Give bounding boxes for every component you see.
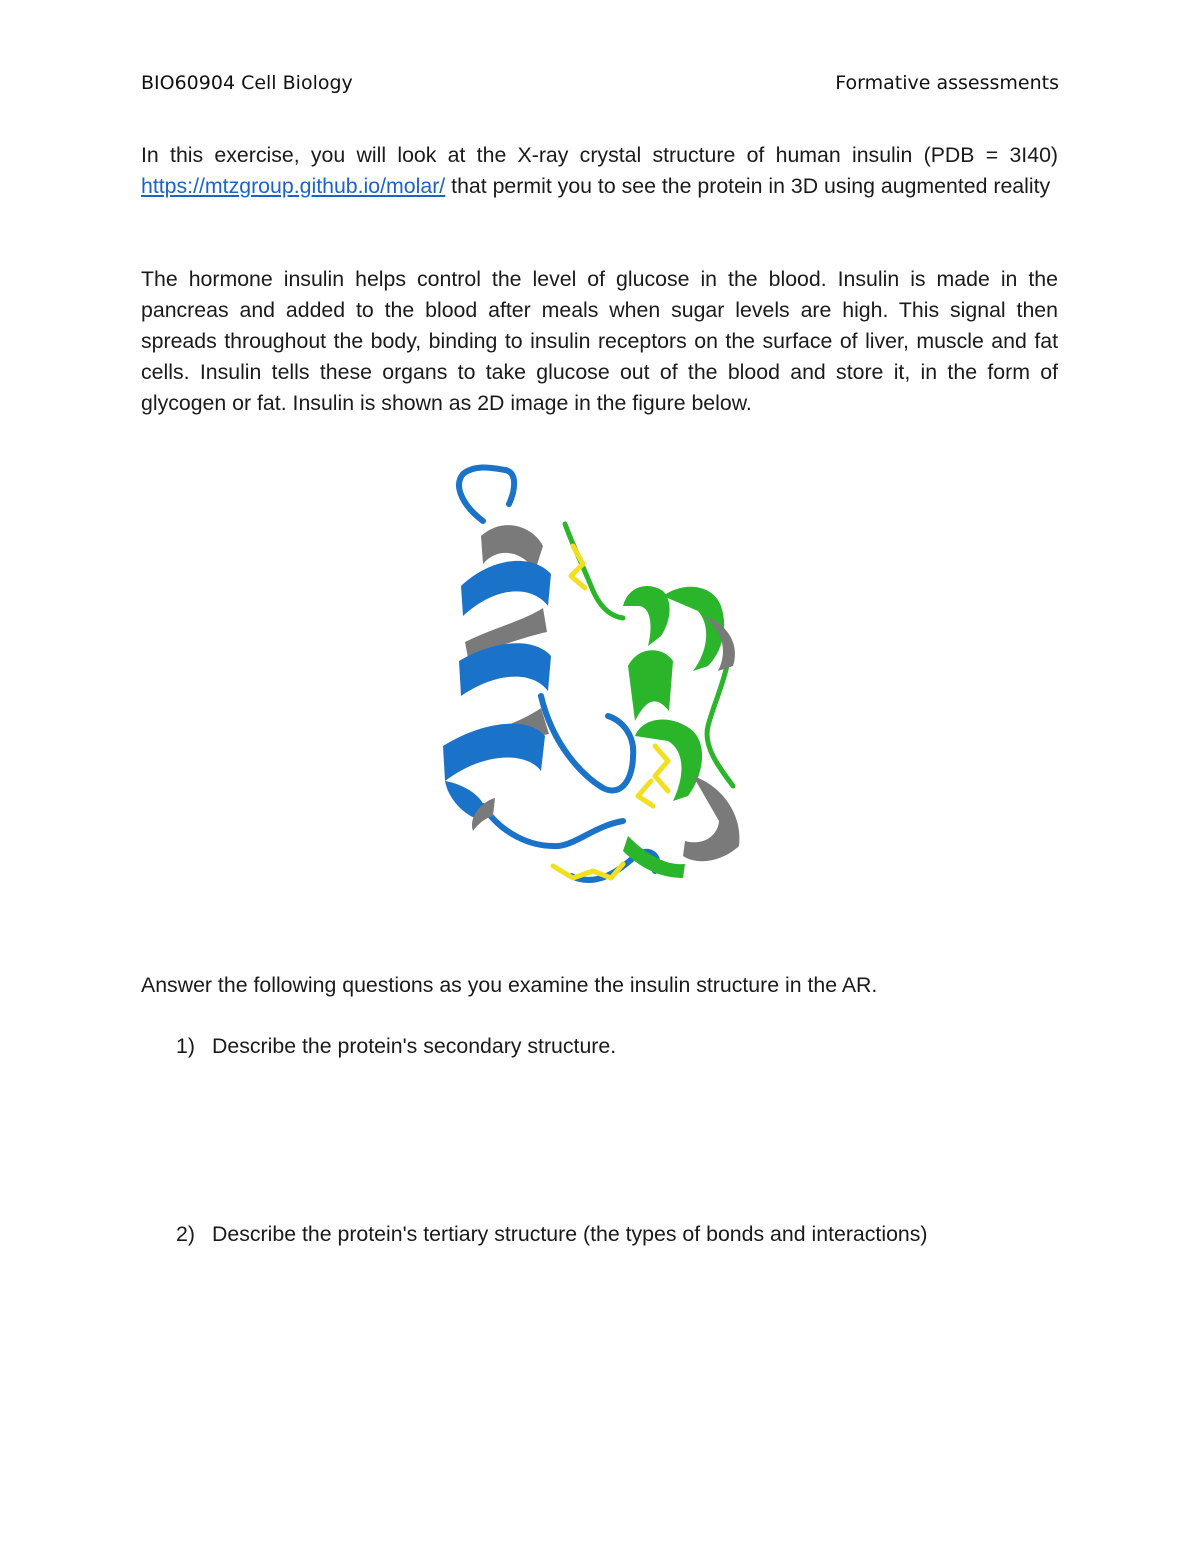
question-1 — [176, 1031, 616, 1062]
insulin-structure-figure — [423, 446, 773, 932]
molar-link[interactable]: https://mtzgroup.github.io/molar/ — [141, 174, 446, 198]
question-2-number: 2) — [176, 1222, 195, 1246]
question-1-number: 1) — [176, 1034, 195, 1058]
instructions-prompt: Answer the following questions as you examine the insulin structure in the AR. — [141, 973, 878, 997]
page-header — [141, 72, 1059, 102]
chain-b-helix — [623, 586, 740, 878]
intro-text-after-link: that permit you to see the protein in 3D using augmented reality — [445, 174, 1051, 198]
section-title: Formative assessments — [835, 72, 1059, 94]
chain-a-helix — [443, 525, 551, 831]
course-title: BIO60904 Cell Biology — [141, 72, 353, 94]
intro-paragraph — [141, 140, 1058, 202]
question-2-text: Describe the protein's tertiary structure (the types of bonds and interactions) — [212, 1222, 928, 1246]
insulin-description-paragraph: The hormone insulin helps control the level of glucose in the blood. Insulin is made in the pancreas and added to the blood after meals when sugar levels are high. This signal then spreads throughout the body, binding to insulin receptors on the surface of liver, muscle and fat cells. Insulin tells these organs to take glucose out of the blood and store it, in the form of glycogen or fat. Insulin is shown as 2D image in the figure below. — [141, 267, 1058, 415]
question-2 — [176, 1219, 928, 1250]
question-1-text: Describe the protein's secondary structure. — [212, 1034, 617, 1058]
intro-text-before-link: In this exercise, you will look at the X-ray crystal structure of human insulin (PDB = 3I40) — [141, 143, 1058, 167]
